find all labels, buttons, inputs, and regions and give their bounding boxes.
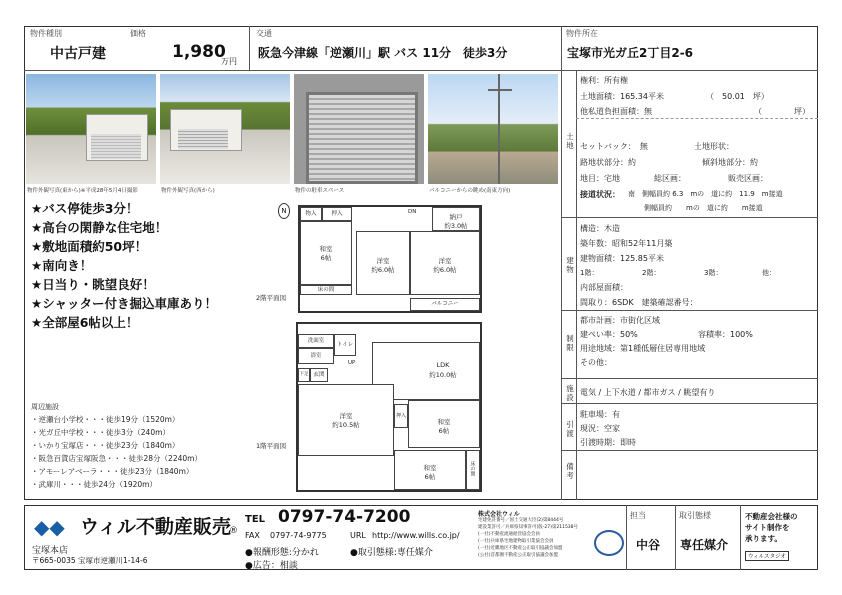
company-url[interactable]: http://www.wills.co.jp/ [372,531,460,540]
building-f1: 1階： [580,269,599,277]
notice-line: 承ります。 [745,534,782,543]
room-ldk: LDK 約10.0帖 [372,342,480,400]
restriction-use-zone: 用途地域：第1種低層住居専用地域 [580,344,706,353]
facility-value: 電気 / 上下水道 / 都市ガス / 眺望有り [580,388,716,397]
association-logo-icon [594,530,624,556]
building-f2: 2階： [642,269,661,277]
room-tokonoma-2f: 床の間 [300,285,352,295]
feature-item: ★シャッター付き掘込車庫あり！ [31,296,217,311]
building-floor-area: 建物面積：125.85平米 [580,254,664,263]
building-f3: 3階： [704,269,723,277]
delivery-divider [561,450,818,451]
land-area-tsubo: （ 50.01 坪） [706,92,769,101]
footer-sep-1 [626,505,627,570]
building-layout: 間取り：6SDK 建築確認番号： [580,298,698,307]
nearby-item: ・逆瀬台小学校・・・徒歩19分（1520m） [31,415,180,424]
deal-label: 取引態様 [679,511,711,520]
restriction-far: 容積率：100% [698,330,753,339]
deal-value: 専任媒介 [680,538,729,552]
room-toilet: トイレ [334,334,356,356]
stairs-up-label: UP [348,360,356,366]
commission-type: ●報酬形態:分かれ [245,548,319,558]
nearby-item: ・アモーレアベーラ・・・徒歩23分（1840m） [31,467,194,476]
land-setback: セットバック： 無 [580,142,648,151]
room-bath: 浴室 [298,348,334,364]
delivery-side-label: 引渡 [566,420,574,438]
company-info-line: (一社)兵庫県宅地建物取引業協会会員 [478,539,554,544]
staff-value: 中谷 [636,538,661,552]
feature-item: ★バス停徒歩3分！ [31,201,139,216]
restriction-coverage: 建ぺい率：50% [580,330,638,339]
company-logo-icon: ◆◆ [34,515,65,539]
photo-parking [294,74,424,184]
feature-item: ★全部屋6帖以上！ [31,315,139,330]
north-arrow-icon: N [278,203,290,219]
land-sale-area: 販売区画： [728,174,768,183]
nearby-item: ・阪急百貨店宝塚阪急・・・徒歩28分（2240m） [31,454,202,463]
feature-item: ★南向き！ [31,258,93,273]
building-built: 築年数：昭和52年11月築 [580,239,673,248]
company-info-line: 建設業許可／兵庫県知事許可(般-27)第211538号 [478,525,579,530]
land-rights: 権利：所有権 [580,76,628,85]
type-label: 物件種別 [30,29,62,38]
notice-line: サイト制作を [745,523,790,532]
branch-address: 〒665-0035 宝塚市逆瀬川1-14-6 [32,556,148,565]
company-info-line: (一社)不動産流通経営協会会員 [478,532,541,537]
first-floor-label: 1階平面図 [256,442,287,450]
nearby-title: 周辺施設 [31,403,59,411]
footer-sep-2 [675,505,676,570]
delivery-status: 現況：空家 [580,424,620,433]
land-private-road: 他私道負担面積：無 [580,107,652,116]
url-label: URL [350,531,366,540]
building-inner: 内部屋面積： [580,283,628,292]
land-shape: 土地形状： [694,142,734,151]
main-column-divider [561,26,562,500]
header-divider [24,70,818,71]
location-value: 宝塚市光ガ丘2丁目2-6 [567,46,694,60]
land-category: 地目：宅地 [580,174,620,183]
room-wash: 洗面室 [298,334,334,348]
price-unit: 万円 [221,57,237,66]
feature-item: ★高台の閑静な住宅地！ [31,220,168,235]
facility-divider [561,403,818,404]
feature-item: ★日当り・眺望良好！ [31,277,155,292]
header-sep-1 [249,26,250,70]
room-storage: 納戸 約3.0帖 [432,207,480,231]
room-entrance: 玄関 [310,368,328,382]
room-yoshitsu-b: 洋室 約6.0帖 [410,231,480,295]
restriction-city-plan: 都市計画：市街化区域 [580,316,660,325]
restriction-other: その他： [580,358,612,367]
price-value: 1,980 [172,42,226,62]
room-yoshitsu-1f: 洋室 約10.5帖 [298,384,394,456]
tel-label: TEL [245,514,266,525]
land-access-label: 接道状況： [580,190,620,199]
fax-label: FAX [245,531,260,540]
delivery-parking: 駐車場：有 [580,410,620,419]
restriction-divider [561,378,818,379]
nearby-item: ・いかり宝塚店・・・徒歩23分（1840m） [31,441,180,450]
location-label: 物件所在 [566,29,598,38]
building-structure: 構造：木造 [580,224,620,233]
tel-number[interactable]: 0797-74-7200 [278,507,411,527]
ad-policy: ●広告：相談 [245,561,298,571]
delivery-timing: 引渡時期：即時 [580,438,636,447]
photo-balcony-view [428,74,558,184]
photo-exterior-west [160,74,290,184]
notice-tag[interactable]: ウィルスタジオ [745,551,789,561]
remarks-side-label: 備考 [566,462,574,480]
land-side-label: 土地 [566,132,574,150]
land-private-road-tsubo: （ 坪） [754,107,810,116]
restriction-side-label: 制限 [566,334,574,352]
land-subdivider [576,118,818,119]
nearby-item: ・武庫川・・・徒歩24分（1920m） [31,480,157,489]
room-tokonoma-1f: 床の間 [466,450,480,490]
branch-name: 宝塚本店 [32,546,69,556]
deal-type: ●取引態様:専任媒介 [350,548,433,558]
company-info-line: (一社)近畿地区不動産公正取引協議会加盟 [478,546,563,551]
staff-label: 担当 [630,511,646,520]
company-name: 株式会社ウィル [478,511,520,518]
transport-label: 交通 [256,29,272,38]
photo-exterior-east [26,74,156,184]
land-area: 土地面積：165.34平米 [580,92,664,101]
company-info-line: (公社)首都圏不動産公正取引協議会加盟 [478,553,559,558]
side-label-divider [576,70,577,500]
land-access-1: 南 側幅員約 6.3 mの 道に約 11.9 m接道 [628,190,783,198]
land-road-part: 路地状部分：約 [580,158,636,167]
company-info-line: 宅建免許番号／国土交通大臣(2)第8444号 [478,518,564,523]
room-washitsu-2f: 和室 6帖 [300,221,352,285]
building-other: 他： [762,269,776,277]
photo-caption-4: バルコニーからの眺め(南東方向) [429,188,511,194]
building-side-label: 建物 [566,256,574,274]
stairs-dn-label: DN [408,209,417,215]
type-value: 中古戸建 [50,46,106,62]
notice-line: 不動産会社様の [745,512,798,521]
second-floor-label: 2階平面図 [256,294,287,302]
company-logo-text: ウィル不動産販売 [80,516,231,538]
room-oshiire-1f: 押入 [394,404,408,428]
land-divider [561,217,818,218]
room-closet-2f: 物入 [300,207,322,221]
land-slope-part: 傾斜地部分：約 [702,158,758,167]
registered-mark: ® [229,526,238,536]
room-washitsu-a-1f: 和室 6帖 [408,400,480,448]
building-divider [561,310,818,311]
photo-caption-3: 物件の駐車スペース [295,188,345,194]
fax-number: 0797-74-9775 [270,531,327,540]
footer-sep-3 [740,505,741,570]
room-washitsu-b-1f: 和室 6帖 [394,450,466,490]
photo-caption-1: 物件外観写真(東から)※平成28年5月4日撮影 [27,188,138,194]
room-oshiire-2f: 押入 [322,207,352,221]
nearby-item: ・光ガ丘中学校・・・徒歩3分（240m） [31,428,170,437]
transport-value: 阪急今津線「逆瀬川」駅 バス 11分 徒歩3分 [258,46,508,60]
land-access-2: 側幅員約 mの 道に約 m接道 [644,204,763,212]
photo-caption-2: 物件外観写真(西から) [161,188,215,194]
price-label: 価格 [130,29,146,38]
balcony: バルコニー [410,298,480,311]
feature-item: ★敷地面積約50坪！ [31,239,148,254]
facility-side-label: 施設 [566,384,574,402]
room-yoshitsu-a: 洋室 約6.0帖 [356,231,410,295]
room-hall: 下足 [298,368,310,382]
land-plan-area: 総区画： [654,174,686,183]
